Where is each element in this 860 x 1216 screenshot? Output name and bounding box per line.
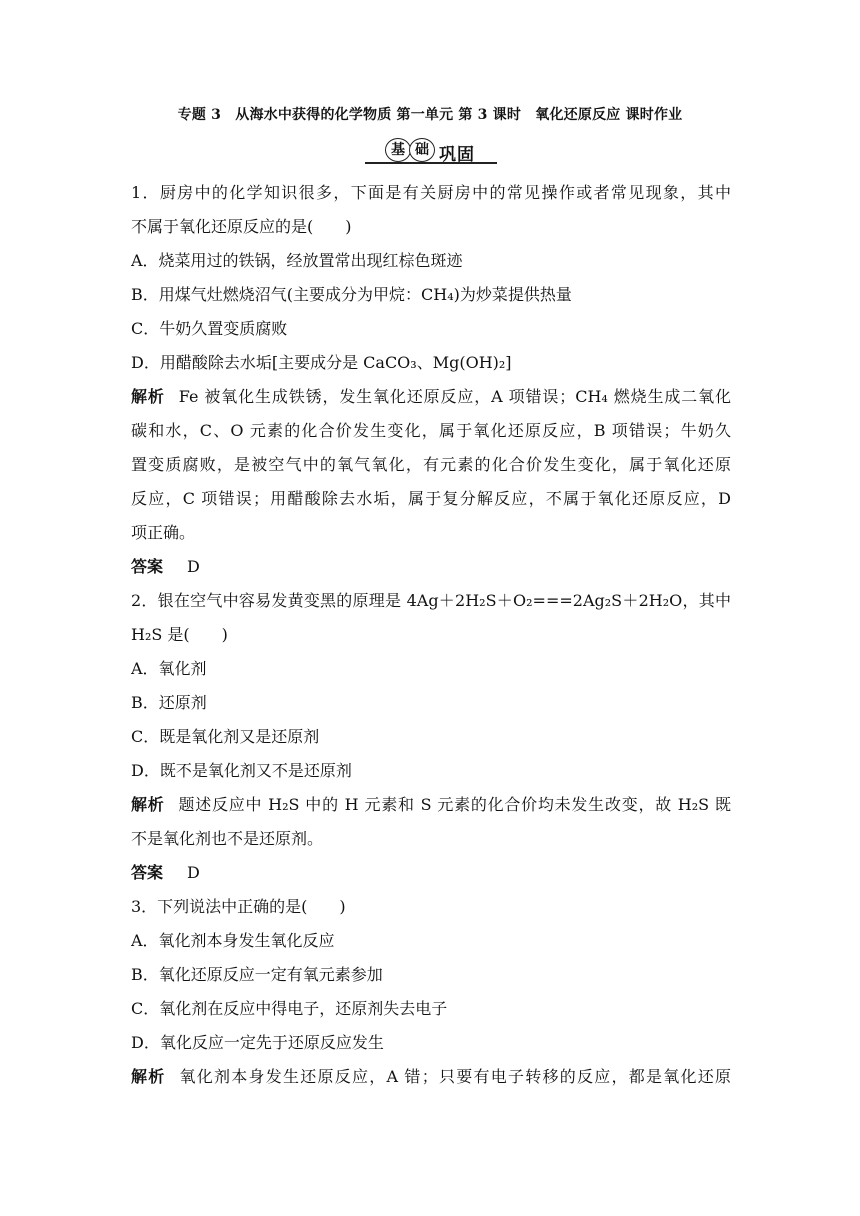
q3-analysis-text1: 氧化剂本身发生还原反应，A 错；只要有电子转移的反应，都是氧化还原 [179,1067,731,1086]
q1-option-b: B．用煤气灶燃烧沼气(主要成分为甲烷：CH₄)为炒菜提供热量 [131,285,572,304]
q2-analysis-label: 解析 [131,795,165,814]
q1-answer-value: D [187,557,200,576]
q1-option-a: A．烧菜用过的铁锅，经放置常出现红棕色斑迹 [131,251,463,270]
q2-analysis-text1: 题述反应中 H₂S 中的 H 元素和 S 元素的化合价均未发生改变，故 H₂S 既 [178,795,731,814]
q2-answer-label: 答案 [131,863,164,882]
q2-answer-line [131,856,731,890]
q2-stem-line1: 2．银在空气中容易发黄变黑的原理是 4Ag＋2H₂S＋O₂===2Ag₂S＋2H₂O，其中 [131,591,731,610]
q3-analysis-label: 解析 [131,1067,166,1086]
q2-answer-value: D [187,863,200,882]
q1-analysis-label: 解析 [131,387,165,406]
q1-stem-line1: 1．厨房中的化学知识很多，下面是有关厨房中的常见操作或者常见现象，其中 [131,183,731,202]
q1-analysis-line5: 项正确。 [131,523,196,542]
q1-analysis-line4: 反应，C 项错误；用醋酸除去水垢，属于复分解反应，不属于氧化还原反应，D [131,489,731,508]
q1-answer-line [131,550,731,584]
question-content [131,176,731,1094]
q2-analysis-line2: 不是氧化剂也不是还原剂。 [131,829,324,848]
banner-text: 巩固 [439,145,475,165]
q3-stem-line1: 3．下列说法中正确的是( ) [131,897,346,916]
q3-option-a: A．氧化剂本身发生氧化反应 [131,931,335,950]
q1-analysis-line1 [131,380,731,414]
q1-option-c: C．牛奶久置变质腐败 [131,319,288,338]
q2-stem-line2: H₂S 是( ) [131,625,228,644]
q2-option-a: A．氧化剂 [131,659,207,678]
q2-option-b: B．还原剂 [131,693,207,712]
q1-analysis-line3: 置变质腐败，是被空气中的氧气氧化，有元素的化合价发生变化，属于氧化还原 [131,455,731,474]
page-title: 专题 3 从海水中获得的化学物质 第一单元 第 3 课时 氧化还原反应 课时作业 [177,107,683,123]
q1-analysis-text1: Fe 被氧化生成铁锈，发生氧化还原反应，A 项错误；CH₄ 燃烧生成二氧化 [178,387,731,406]
q2-analysis-line1 [131,788,731,822]
q3-option-d: D．氧化反应一定先于还原反应发生 [131,1033,384,1052]
q3-option-c: C．氧化剂在反应中得电子，还原剂失去电子 [131,999,448,1018]
q1-analysis-line2: 碳和水，C、O 元素的化合价发生变化，属于氧化还原反应，B 项错误；牛奶久 [131,421,731,440]
q1-option-d: D．用醋酸除去水垢[主要成分是 CaCO₃、Mg(OH)₂] [131,353,512,372]
q3-analysis-line1 [131,1060,731,1094]
banner-underline [365,162,497,164]
q1-answer-label: 答案 [131,557,164,576]
q2-option-d: D．既不是氧化剂又不是还原剂 [131,761,352,780]
banner-badge-2: 础 [409,138,435,162]
q3-option-b: B．氧化还原反应一定有氧元素参加 [131,965,383,984]
q1-stem-line2: 不属于氧化还原反应的是( ) [131,217,352,236]
banner-badge-1: 基 [385,138,411,162]
q2-option-c: C．既是氧化剂又是还原剂 [131,727,320,746]
section-banner [365,134,497,166]
